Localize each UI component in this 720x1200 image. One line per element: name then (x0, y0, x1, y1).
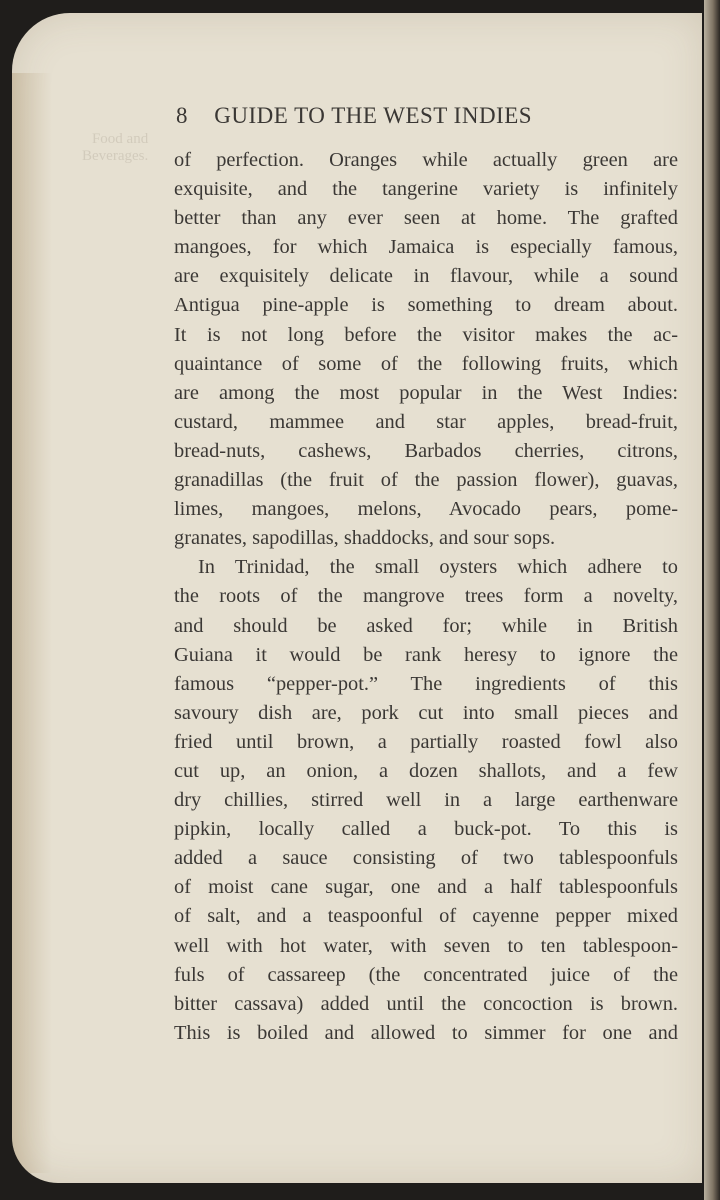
text-line: limes, mangoes, melons, Avocado pears, pome- (174, 498, 678, 521)
text-line: dry chillies, stirred well in a large earthenware (174, 789, 678, 812)
text-line: cut up, an onion, a dozen shallots, and a few (174, 759, 678, 782)
text-line: better than any ever seen at home. The grafted (174, 207, 678, 230)
book-page (12, 13, 702, 1183)
text-line: are exquisitely delicate in flavour, while a sound (174, 265, 678, 288)
text-line: and should be asked for; while in British (174, 614, 678, 637)
text-line: This is boiled and allowed to simmer for one and (174, 1021, 678, 1044)
text-line: of salt, and a teaspoonful of cayenne pepper mixed (174, 905, 678, 928)
text-line: of moist cane sugar, one and a half tablespoonfuls (174, 876, 678, 899)
text-line: exquisite, and the tangerine variety is infinitely (174, 178, 678, 201)
text-line: famous “pepper-pot.” The ingredients of this (174, 672, 678, 695)
text-line: fried until brown, a partially roasted fowl also (174, 730, 678, 753)
text-line: granates, sapodillas, shaddocks, and sour sops. (174, 527, 556, 550)
text-line: added a sauce consisting of two tablespoonfuls (174, 847, 678, 870)
margin-note-bleed-through (82, 131, 148, 165)
page-edge-stain (12, 73, 52, 1173)
margin-note-line: Beverages. (82, 148, 149, 164)
text-line: of perfection. Oranges while actually green are (174, 149, 678, 171)
running-header (176, 103, 532, 129)
book-spine-edge (704, 0, 720, 1200)
text-line: fuls of cassareep (the concentrated juice of the (174, 963, 678, 986)
margin-note-line: Food and (91, 131, 149, 147)
page-number: 8 (176, 103, 188, 128)
text-line: Guiana it would be rank heresy to ignore the (174, 643, 678, 666)
text-line: quaintance of some of the following fruits, which (174, 352, 678, 375)
text-line: are among the most popular in the West Indies: (174, 381, 678, 404)
text-line: bitter cassava) added until the concoction is brown. (174, 992, 678, 1015)
text-line: bread-nuts, cashews, Barbados cherries, citrons, (174, 439, 678, 462)
text-line: In Trinidad, the small oysters which adhere to (198, 556, 678, 579)
text-line: Antigua pine-apple is something to dream about. (174, 294, 678, 317)
text-line: the roots of the mangrove trees form a novelty, (174, 585, 678, 608)
running-title: GUIDE TO THE WEST INDIES (214, 103, 533, 128)
body-text (174, 146, 678, 1048)
text-line: well with hot water, with seven to ten tablespoon- (174, 934, 678, 957)
text-line: granadillas (the fruit of the passion flower), guavas, (174, 469, 678, 492)
text-line: custard, mammee and star apples, bread-fruit, (174, 410, 678, 433)
text-line: mangoes, for which Jamaica is especially famous, (174, 236, 678, 259)
text-line: savoury dish are, pork cut into small pieces and (174, 701, 678, 724)
text-line: It is not long before the visitor makes the ac- (174, 323, 678, 346)
text-line: pipkin, locally called a buck-pot. To this is (174, 818, 678, 841)
